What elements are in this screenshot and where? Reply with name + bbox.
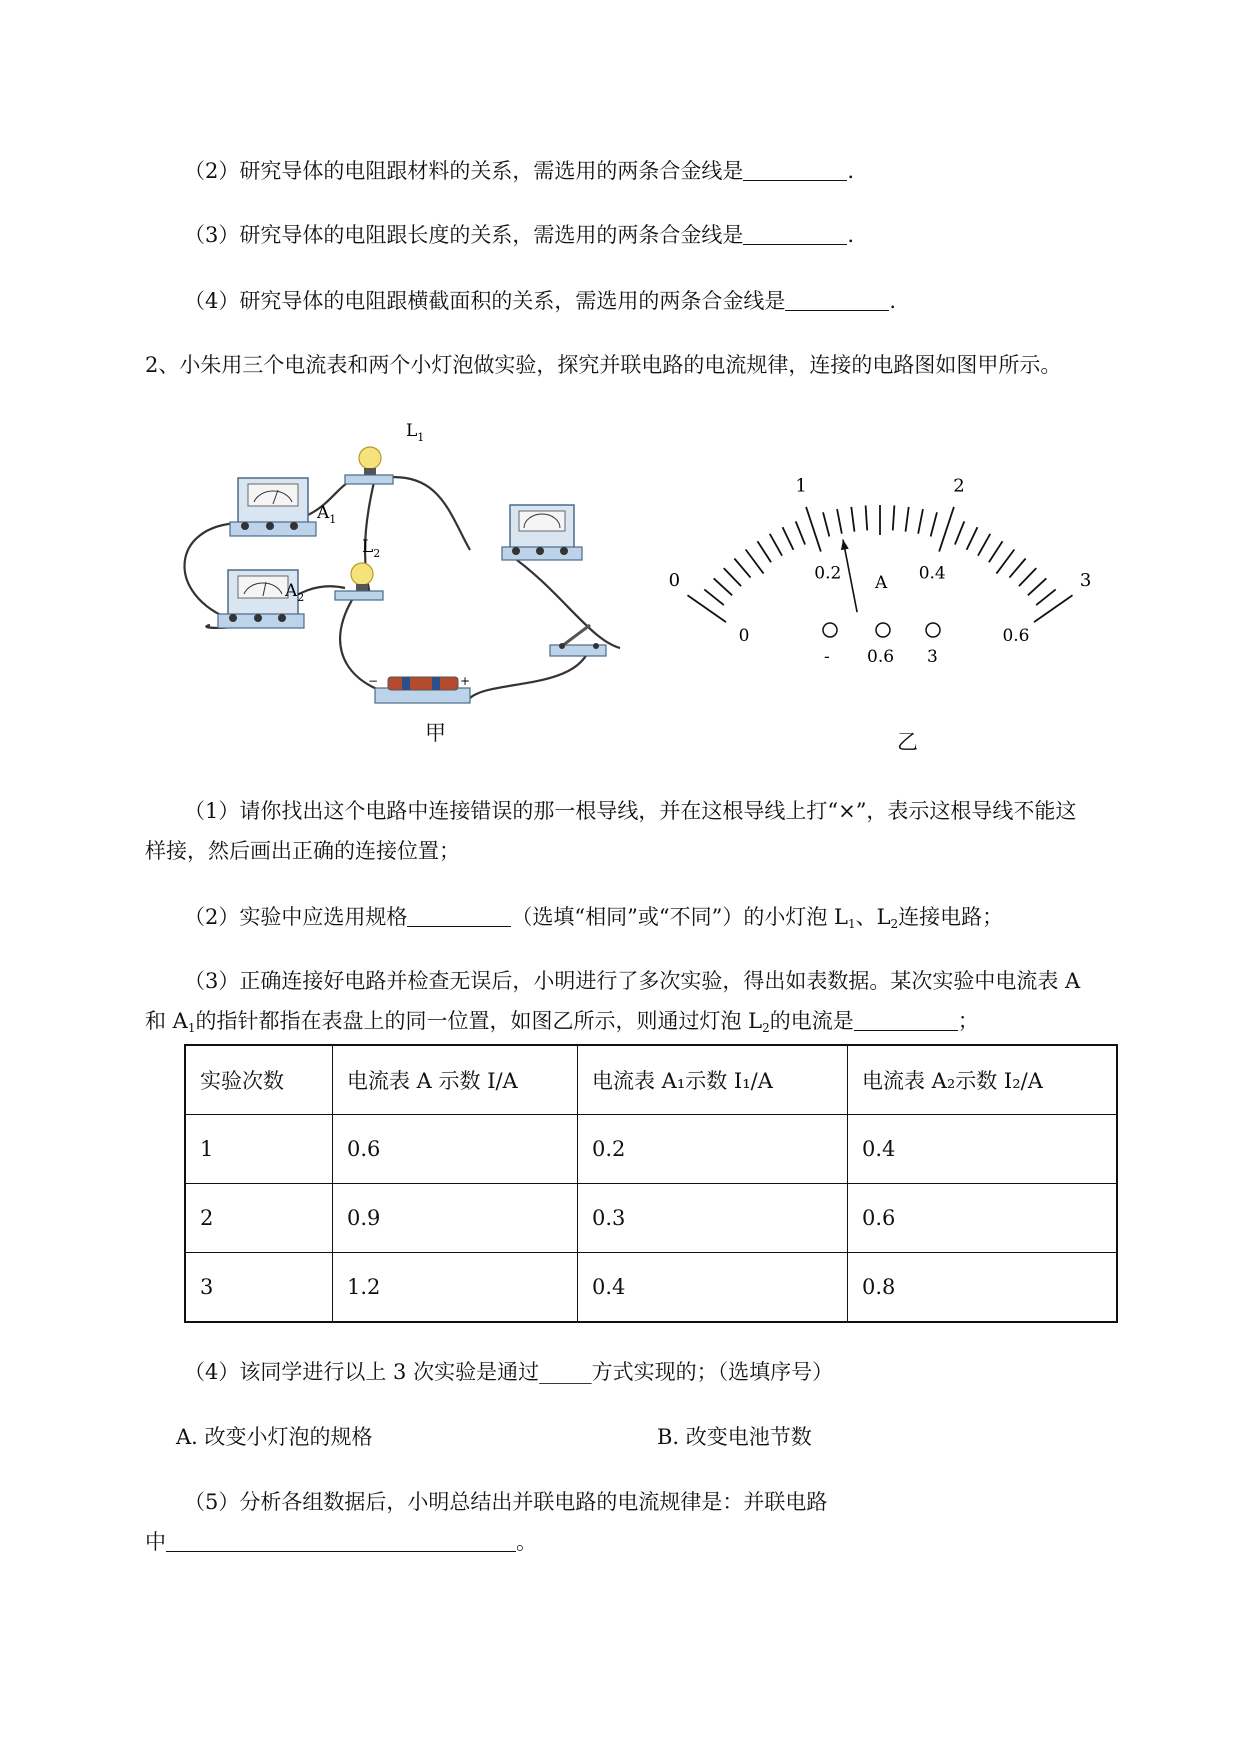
battery-minus: − bbox=[368, 674, 379, 688]
s3-sub2: 2 bbox=[762, 1021, 770, 1035]
dial-minor-tick bbox=[704, 589, 724, 605]
q4-text: （4）研究导体的电阻跟横截面积的关系，需选用的两条合金线是 bbox=[184, 289, 786, 313]
s1-line2: 样接，然后画出正确的连接位置； bbox=[145, 839, 460, 863]
dial-minor-tick bbox=[734, 558, 750, 577]
table-cell: 0.8 bbox=[848, 1253, 1118, 1323]
s3-line2 bbox=[145, 1006, 979, 1043]
table-cell: 2 bbox=[185, 1184, 333, 1253]
q3-answer-blank[interactable] bbox=[743, 222, 847, 245]
q3-text: （3）研究导体的电阻跟长度的关系，需选用的两条合金线是 bbox=[184, 223, 744, 247]
dial-minor-tick bbox=[906, 507, 909, 532]
dial-upper-label: 1 bbox=[795, 475, 807, 497]
terminal-0-6: 0.6 bbox=[867, 647, 895, 667]
s3-line1: （3）正确连接好电路并检查无误后，小明进行了多次实验，得出如表数据。某次实验中电流表 A bbox=[184, 969, 1081, 993]
dial-minor-tick bbox=[1036, 589, 1056, 605]
table-row bbox=[185, 1253, 1117, 1323]
s2-line bbox=[184, 902, 1003, 939]
table-row bbox=[185, 1184, 1117, 1253]
switch bbox=[550, 625, 606, 656]
table-cell: 3 bbox=[185, 1253, 333, 1323]
table-cell: 0.4 bbox=[848, 1115, 1118, 1184]
dial-pointer bbox=[841, 540, 857, 613]
fig-yi-caption: 乙 bbox=[897, 730, 918, 754]
s2-text-d: 连接电路； bbox=[898, 905, 1004, 929]
dial-upper-label: 0 bbox=[668, 570, 681, 592]
q2-line bbox=[184, 156, 854, 186]
dial-minor-tick bbox=[978, 534, 990, 556]
dial-minor-tick bbox=[996, 550, 1014, 574]
table-cell: 1 bbox=[185, 1115, 333, 1184]
q4-line bbox=[184, 286, 896, 316]
table-cell: 0.6 bbox=[333, 1115, 578, 1184]
dial-lower-label: 0.6 bbox=[1002, 625, 1030, 646]
dial-minor-tick bbox=[783, 527, 794, 550]
ammeter1-label: $A_1$ bbox=[317, 503, 337, 526]
dial-minor-tick bbox=[866, 505, 868, 530]
table-cell: 0.4 bbox=[578, 1253, 848, 1323]
dial-lower-label: 0.2 bbox=[814, 563, 842, 584]
table-header-row bbox=[185, 1045, 1117, 1115]
dial-major-tick bbox=[806, 507, 821, 552]
q4-period: . bbox=[889, 289, 897, 313]
s3-sub1: 1 bbox=[187, 1021, 196, 1035]
s3-answer-blank[interactable] bbox=[854, 1008, 958, 1031]
s2-text-b: （选填“相同”或“不同”）的小灯泡 L bbox=[511, 905, 848, 929]
s4-answer-blank[interactable]: _____ bbox=[539, 1360, 592, 1384]
table-header-cell: 电流表 A 示数 I/A bbox=[333, 1045, 578, 1115]
q3-period: . bbox=[847, 223, 855, 247]
q4-answer-blank[interactable] bbox=[785, 288, 889, 311]
dial-minor-tick bbox=[1009, 558, 1025, 577]
s5-text-b: 中 bbox=[145, 1530, 166, 1554]
dial-minor-tick bbox=[955, 521, 964, 544]
dial-major-tick bbox=[1034, 595, 1073, 622]
battery-plus: + bbox=[460, 674, 471, 688]
dial-minor-tick bbox=[989, 541, 1003, 562]
s3-end: ； bbox=[957, 1009, 979, 1033]
dial-minor-tick bbox=[1019, 568, 1036, 586]
dial-minor-tick bbox=[724, 568, 741, 586]
table-cell: 1.2 bbox=[333, 1253, 578, 1323]
dial-minor-tick bbox=[967, 527, 978, 550]
q2-period: . bbox=[847, 159, 855, 183]
fig-jia-caption: 甲 bbox=[425, 721, 446, 745]
dial-upper-label: 3 bbox=[1079, 570, 1092, 592]
table-row bbox=[185, 1115, 1117, 1184]
table-header-cell: 电流表 A₂示数 I₂/A bbox=[848, 1045, 1118, 1115]
q2-answer-blank[interactable] bbox=[743, 158, 847, 181]
s3-text-b: 和 A bbox=[145, 1009, 188, 1033]
table-cell: 0.6 bbox=[848, 1184, 1118, 1253]
dial-minor-tick bbox=[757, 541, 771, 562]
battery-holder bbox=[375, 677, 470, 703]
s5-line2 bbox=[145, 1527, 537, 1557]
dial-minor-tick bbox=[931, 512, 937, 536]
s3-text-c: 的指针都指在表盘上的同一位置，如图乙所示，则通过灯泡 L bbox=[195, 1009, 763, 1033]
s1-line1: （1）请你找出这个电路中连接错误的那一根导线，并在这根导线上打“×”，表示这根导线不能这 bbox=[184, 799, 1077, 823]
dial-terminals bbox=[823, 623, 940, 637]
s3-text-d: 的电流是 bbox=[769, 1009, 854, 1033]
dial-minor-tick bbox=[746, 550, 764, 574]
option-a[interactable]: A. 改变小灯泡的规格 bbox=[176, 1425, 373, 1449]
dial-minor-tick bbox=[851, 507, 854, 532]
s5-end: 。 bbox=[516, 1530, 537, 1554]
q2-text: （2）研究导体的电阻跟材料的关系，需选用的两条合金线是 bbox=[184, 159, 744, 183]
circuit-figure-jia bbox=[170, 420, 690, 760]
dial-upper-label: 2 bbox=[953, 475, 965, 497]
dial-minor-tick bbox=[1028, 578, 1046, 595]
dial-minor-tick bbox=[796, 521, 805, 544]
table-cell: 0.2 bbox=[578, 1115, 848, 1184]
data-table bbox=[184, 1044, 1118, 1323]
voltmeter bbox=[502, 505, 582, 560]
table-header-cell: 电流表 A₁示数 I₁/A bbox=[578, 1045, 848, 1115]
dial-lower-label: 0.4 bbox=[918, 563, 946, 584]
ammeter2-label: $A_2$ bbox=[285, 581, 305, 604]
ammeter-a1 bbox=[230, 478, 316, 536]
lamp-l1 bbox=[345, 447, 393, 484]
option-b[interactable]: B. 改变电池节数 bbox=[657, 1425, 812, 1449]
s5-line1: （5）分析各组数据后，小明总结出并联电路的电流规律是：并联电路 bbox=[184, 1490, 828, 1514]
s2-sub1: 1 bbox=[847, 917, 856, 931]
s4-text-a: （4）该同学进行以上 3 次实验是通过 bbox=[184, 1360, 540, 1384]
ammeter-dial-yi bbox=[668, 460, 1092, 690]
lamp2-label: $L_2$ bbox=[362, 537, 381, 560]
s5-answer-blank[interactable] bbox=[166, 1529, 516, 1552]
dial-minor-tick bbox=[714, 578, 732, 595]
terminal-minus: - bbox=[824, 647, 830, 667]
terminal-3: 3 bbox=[927, 647, 938, 667]
dial-lower-label: 0 bbox=[738, 625, 750, 646]
dial-minor-tick bbox=[837, 509, 842, 534]
dial-minor-tick bbox=[823, 512, 829, 536]
table-header-cell: 实验次数 bbox=[185, 1045, 333, 1115]
table-cell: 0.9 bbox=[333, 1184, 578, 1253]
s2-answer-blank[interactable] bbox=[407, 904, 511, 927]
s2-text-a: （2）实验中应选用规格 bbox=[184, 905, 408, 929]
lamp-l2 bbox=[335, 563, 383, 600]
dial-ticks bbox=[687, 505, 1072, 622]
dial-unit: A bbox=[875, 573, 888, 593]
problem2-intro: 2、小朱用三个电流表和两个小灯泡做实验，探究并联电路的电流规律，连接的电路图如图甲所示。 bbox=[145, 353, 1062, 377]
s4-line bbox=[184, 1357, 833, 1387]
dial-major-tick bbox=[939, 507, 954, 552]
s4-text-b: 方式实现的；（选填序号） bbox=[591, 1360, 834, 1384]
s2-sub2: 2 bbox=[890, 917, 899, 931]
s2-text-c: 、L bbox=[855, 905, 891, 929]
dial-minor-tick bbox=[918, 509, 923, 534]
dial-major-tick bbox=[687, 595, 726, 622]
dial-minor-tick bbox=[770, 534, 782, 556]
q3-line bbox=[184, 220, 854, 250]
lamp1-label: $L_1$ bbox=[406, 421, 425, 444]
dial-minor-tick bbox=[893, 505, 895, 530]
table-cell: 0.3 bbox=[578, 1184, 848, 1253]
